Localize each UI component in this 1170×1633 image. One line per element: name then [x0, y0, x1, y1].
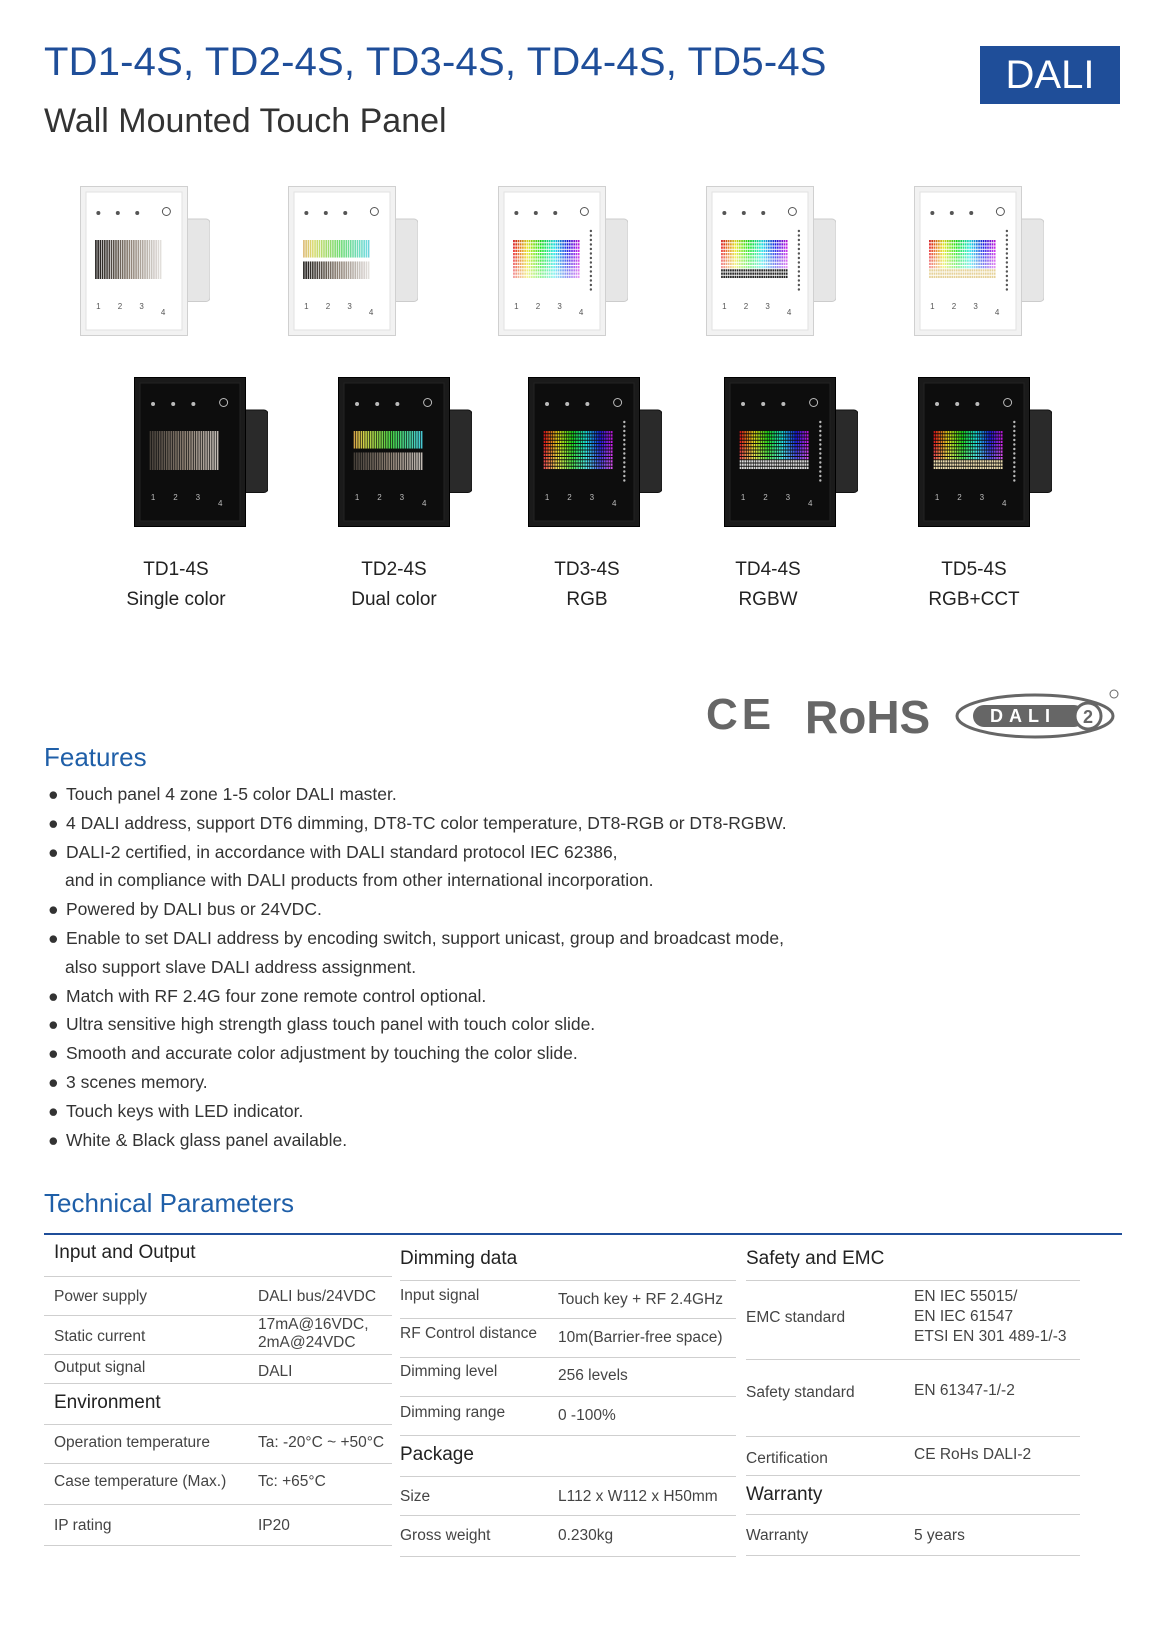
bullet-icon: ● [48, 1129, 59, 1150]
product-caption-td3 [497, 555, 677, 615]
black-touch-panel-image [528, 377, 662, 527]
rohs-logo: RoHS [805, 691, 931, 743]
feature-item: ● White & Black glass panel available. [48, 1126, 787, 1155]
svg-text:4: 4 [808, 499, 813, 508]
svg-text:3: 3 [399, 493, 405, 502]
bullet-icon: ● [48, 1043, 59, 1064]
tech-params-heading: Technical Parameters [44, 1188, 294, 1218]
product-caption-td4 [678, 555, 858, 615]
table-section-header: Input and Output [44, 1236, 392, 1277]
feature-item-continued: also support slave DALI address assignment. [65, 956, 417, 977]
feature-item: ● Smooth and accurate color adjustment by touching the color slide. [48, 1039, 787, 1068]
svg-text:2: 2 [173, 493, 178, 502]
svg-text:2: 2 [325, 302, 331, 311]
svg-text:1: 1 [354, 493, 360, 502]
feature-item: ● Enable to set DALI address by encoding switch, support unicast, group and broadcast mode, [48, 924, 787, 953]
table-row: Dimming range 0 -100% [400, 1397, 736, 1436]
product-model: TD5-4S [941, 559, 1007, 580]
table-section-header: Safety and EMC [746, 1236, 1080, 1281]
product-model: TD3-4S [554, 559, 620, 580]
product-caption-td2 [304, 555, 484, 615]
table-row: Certification CE RoHs DALI-2 [746, 1437, 1080, 1476]
tech-col-safety [746, 1236, 1080, 1556]
svg-text:1: 1 [930, 302, 935, 311]
dali-badge: DALI [980, 46, 1120, 104]
svg-text:1: 1 [96, 302, 101, 311]
svg-text:1: 1 [514, 302, 519, 311]
white-touch-panel-image [80, 186, 210, 336]
svg-text:3: 3 [195, 493, 201, 502]
svg-text:3: 3 [765, 302, 770, 311]
table-row: EMC standard EN IEC 55015/ EN IEC 61547 ETSI EN 301 489-1/-3 [746, 1281, 1080, 1360]
bullet-icon: ● [48, 784, 59, 804]
table-row: RF Control distance 10m(Barrier-free space) [400, 1319, 736, 1358]
table-row: Input signal Touch key + RF 2.4GHz [400, 1281, 736, 1319]
product-model: TD4-4S [735, 559, 801, 580]
svg-text:1: 1 [934, 493, 940, 502]
table-section-header: Environment [44, 1384, 392, 1425]
bullet-icon: ● [48, 841, 59, 862]
divider [44, 1233, 1122, 1235]
product-type: RGB+CCT [928, 589, 1020, 610]
black-touch-panel-image [918, 377, 1052, 527]
table-row: Size L112 x W112 x H50mm [400, 1477, 736, 1516]
page-title: TD1-4S, TD2-4S, TD3-4S, TD4-4S, TD5-4S [44, 40, 827, 84]
bullet-icon: ● [48, 1014, 59, 1035]
svg-text:3: 3 [589, 493, 595, 502]
table-row: Static current 17mA@16VDC, 2mA@24VDC [44, 1316, 392, 1355]
tech-col-input-output [44, 1236, 392, 1546]
page-subtitle: Wall Mounted Touch Panel [44, 102, 447, 140]
table-row: Gross weight 0.230kg [400, 1516, 736, 1557]
svg-text:2: 2 [763, 493, 768, 502]
svg-text:4: 4 [160, 308, 166, 317]
table-section-header: Dimming data [400, 1236, 736, 1281]
svg-text:3: 3 [557, 302, 562, 311]
feature-item: ● Touch keys with LED indicator. [48, 1097, 787, 1126]
table-row: Operation temperature Ta: -20°C ~ +50°C [44, 1425, 392, 1464]
white-touch-panel-image [498, 186, 628, 336]
table-row: Warranty 5 years [746, 1515, 1080, 1556]
svg-text:2: 2 [743, 302, 749, 311]
white-touch-panel-image [914, 186, 1044, 336]
svg-text:1: 1 [304, 302, 309, 311]
features-list [48, 780, 787, 1154]
bullet-icon: ● [48, 1071, 59, 1092]
table-row: Case temperature (Max.) Tc: +65°C [44, 1464, 392, 1505]
feature-item: ● 3 scenes memory. [48, 1068, 787, 1097]
feature-item: ● Powered by DALI bus or 24VDC. [48, 895, 787, 924]
table-section-header: Package [400, 1436, 736, 1477]
svg-text:3: 3 [979, 493, 985, 502]
svg-text:4: 4 [218, 499, 223, 508]
svg-text:1: 1 [740, 493, 746, 502]
svg-text:4: 4 [612, 499, 617, 508]
svg-text:4: 4 [1002, 499, 1007, 508]
features-heading: Features [44, 742, 147, 772]
bullet-icon: ● [48, 1100, 59, 1121]
product-model: TD1-4S [143, 559, 209, 580]
svg-text:1: 1 [544, 493, 550, 502]
black-touch-panel-image [724, 377, 858, 527]
table-row: Output signal DALI [44, 1355, 392, 1384]
bullet-icon: ● [48, 899, 59, 920]
svg-text:4: 4 [368, 308, 374, 317]
bullet-icon: ● [48, 927, 59, 948]
svg-text:2: 2 [117, 302, 123, 311]
svg-text:4: 4 [578, 308, 584, 317]
svg-text:2: 2 [535, 302, 541, 311]
product-caption-td5 [884, 555, 1064, 615]
feature-item-continued: and in compliance with DALI products from other international incorporation. [65, 870, 654, 891]
product-type: Dual color [351, 589, 437, 610]
product-model: TD2-4S [361, 559, 427, 580]
table-row: Safety standard EN 61347-1/-2 [746, 1360, 1080, 1437]
table-row: Power supply DALI bus/24VDC [44, 1277, 392, 1316]
tech-col-dimming [400, 1236, 736, 1557]
svg-text:3: 3 [785, 493, 791, 502]
bullet-icon: ● [48, 812, 59, 833]
svg-text:2: 2 [567, 493, 572, 502]
feature-item: ● Ultra sensitive high strength glass touch panel with touch color slide. [48, 1010, 787, 1039]
svg-text:2: 2 [377, 493, 382, 502]
svg-text:3: 3 [139, 302, 144, 311]
feature-item: ● 4 DALI address, support DT6 dimming, DT8-TC color temperature, DT8-RGB or DT8-RGBW. [48, 809, 787, 838]
svg-text:1: 1 [722, 302, 727, 311]
white-touch-panel-image [288, 186, 418, 336]
white-touch-panel-image [706, 186, 836, 336]
black-touch-panel-image [338, 377, 472, 527]
svg-text:2: 2 [957, 493, 962, 502]
product-type: Single color [126, 589, 226, 610]
table-row: Dimming level 256 levels [400, 1358, 736, 1397]
feature-item: ● Match with RF 2.4G four zone remote control optional. [48, 982, 787, 1011]
svg-text:4: 4 [994, 308, 1000, 317]
svg-text:2: 2 [951, 302, 957, 311]
dali2-logo [953, 688, 1123, 745]
product-caption-td1 [86, 555, 266, 615]
bullet-icon: ● [48, 985, 59, 1006]
svg-text:4: 4 [422, 499, 427, 508]
black-touch-panel-image [134, 377, 268, 527]
feature-item: ● Touch panel 4 zone 1-5 color DALI master. [48, 780, 787, 809]
svg-text:3: 3 [347, 302, 352, 311]
svg-text:3: 3 [973, 302, 978, 311]
svg-text:1: 1 [150, 493, 156, 502]
feature-item: ● DALI-2 certified, in accordance with DALI standard protocol IEC 62386, [48, 838, 787, 867]
product-type: RGB [566, 589, 608, 610]
table-section-header: Warranty [746, 1476, 1080, 1515]
ce-logo: CE [706, 690, 776, 739]
svg-text:4: 4 [786, 308, 792, 317]
product-type: RGBW [738, 589, 798, 610]
dali-logo-version: 2 [1082, 707, 1094, 727]
dali-logo-text: DALI [990, 706, 1056, 726]
table-row: IP rating IP20 [44, 1505, 392, 1546]
